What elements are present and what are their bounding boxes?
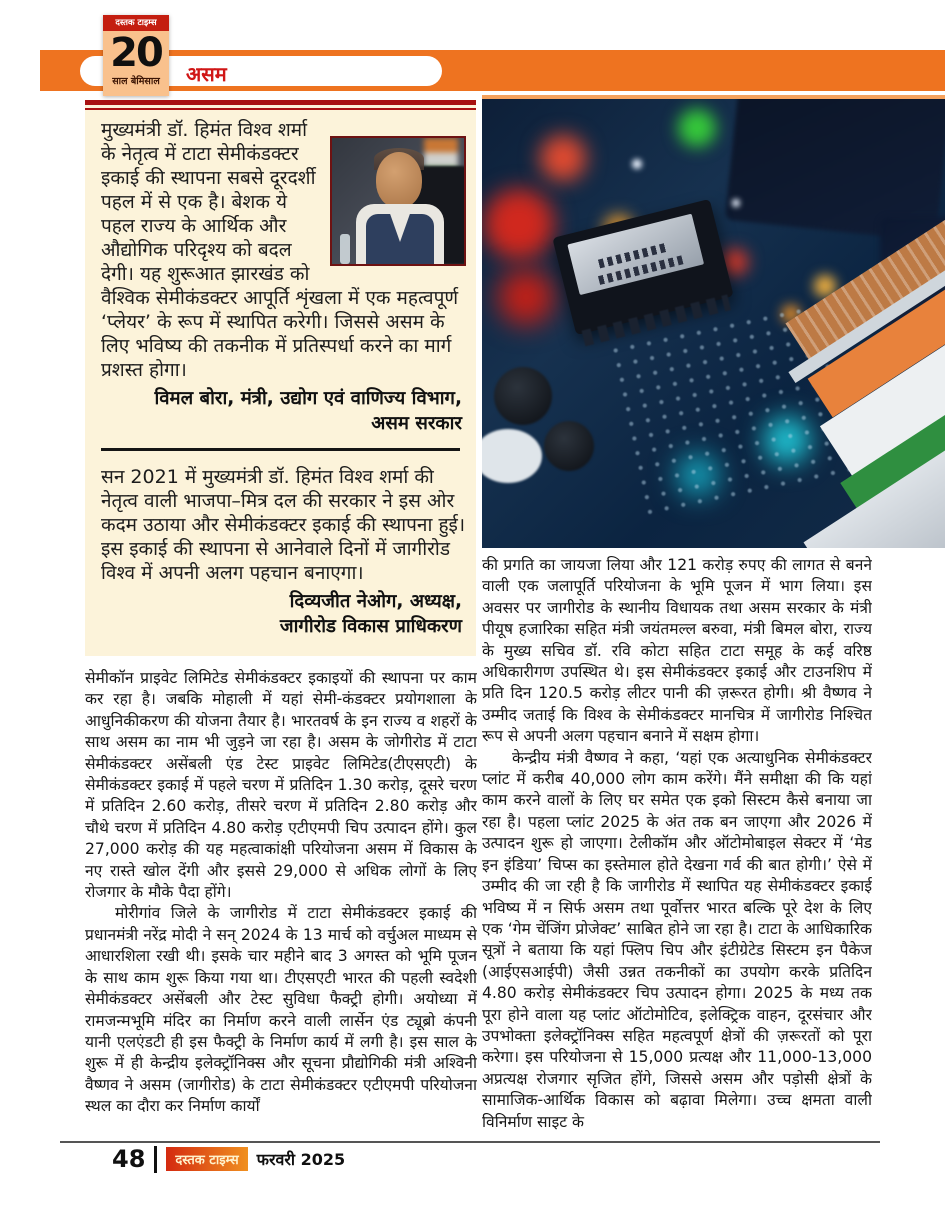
article-paragraph: की प्रगति का जायजा लिया और 121 करोड़ रुपए की लागत से बनने वाली एक जलापूर्ति परियोजना के भूमि पूजन में भाग लिया। इस अवसर पर जागीरोड के स्थानीय विधायक तथा असम सरकार के मंत्री पीयूष हजारिका सहित मंत्री जयंतमल्ल बरुवा, मंत्री बिमल बोरा, राज्य के मुख्य सचिव डॉ. रवि कोटा सहित टाटा समूह के कई वरिष्ठ अधिकारीगण उपस्थित थे। इस सेमीकंडक्टर इकाई और टाउनशिप में प्रति दिन 120.5 करोड़ लीटर पानी की ज़रूरत होगी। श्री वैष्णव ने उम्मीद जताई कि विश्व के सेमीकंडक्टर मानचित्र में जागीरोड निश्चित रूप से अपनी अलग पहचान बनाने में सक्षम होगा। <box>482 556 872 746</box>
quote2-text: सन 2021 में मुख्यमंत्री डॉ. हिमंत विश्व शर्मा की नेतृत्व वाली भाजपा–मित्र दल की सरकार ने इस ओर कदम उठाया और सेमीकंडक्टर इकाई की स्थापना हुई। इस इकाई की स्थापना से आनेवाले दिनों में जागीरोड विश्व में अपनी अलग पहचान बनाएगा। <box>101 466 466 584</box>
water-bottle-shape <box>340 234 350 264</box>
quote1-text: मुख्यमंत्री डॉ. हिमंत विश्व शर्मा के नेतृत्व में टाटा सेमीकंडक्टर इकाई की स्थापना सबसे दूरदर्शी पहल में से एक है। बेशक ये पहल राज्य के आर्थिक और औद्योगिक परिदृश्य को बदल देगी। यह शुरूआत झारखंड को वैश्विक सेमीकंडक्टर आपूर्ति शृंखला में एक महत्वपूर्ण ‘प्लेयर’ के रूप में स्थापित करेगी। जिससे असम के लिए भविष्य की तकनीक में प्रतिस्पर्धा करने का मार्ग प्रशस्त होगा। <box>101 119 459 381</box>
portrait-head <box>376 152 422 208</box>
article-paragraph: मोरीगांव जिले के जागीरोड में टाटा सेमीकंडक्टर इकाई की प्रधानमंत्री नरेंद्र मोदी ने सन् 2024 के 13 मार्च को वर्चुअल माध्यम से आधारशिला रखी थी। इसके चार महीने बाद 3 अगस्त को भूमि पूजन के साथ काम शुरू किया गया था। टीएसएटी भारत की पहली स्वदेशी सेमीकंडक्टर असेंबली और टेस्ट सुविधा फैक्ट्री होगी। अयोध्या में रामजन्मभूमि मंदिर का निर्माण करने वाली लार्सेन एंड ट्यूब्रो कंपनी यानी एलएंडटी ही इस फैक्ट्री के निर्माण कार्य में लगी है। इस साल के शुरू में ही केन्द्रीय इलेक्ट्रॉनिक्स और सूचना प्रौद्योगिकी मंत्री अश्विनी वैष्णव ने असम (जागीरोड) के टाटा सेमीकंडक्टर एटीएमपी परियोजना स्थल का दौरा कर निर्माण कार्यों <box>85 904 477 1116</box>
quote2-block <box>85 457 476 585</box>
bokeh-light <box>484 189 554 259</box>
quote2-attribution-line1: दिव्यजीत नेओग, अध्यक्ष, <box>289 591 462 612</box>
footer-rule <box>60 1141 880 1143</box>
quote1-block <box>85 110 476 382</box>
ic-chip-shape <box>552 199 733 335</box>
issue-date: फरवरी 2025 <box>256 1150 346 1169</box>
section-label: असम <box>186 62 227 86</box>
ic-chip-label <box>567 214 704 295</box>
circuit-board-india-flag-image <box>482 99 945 548</box>
article-left-column <box>85 668 477 1138</box>
bokeh-light <box>678 109 716 147</box>
bokeh-light <box>632 159 642 169</box>
quote2-attribution <box>85 585 476 639</box>
page-number: 48 <box>112 1145 146 1173</box>
bokeh-light <box>540 135 586 181</box>
bokeh-light <box>732 199 740 207</box>
article-paragraph: केन्द्रीय मंत्री वैष्णव ने कहा, ‘यहां एक अत्याधुनिक सेमीकंडक्टर प्लांट में करीब 40,000 लोग काम करेंगे। मैंने समीक्षा की कि यहां काम करने वालों के लिए घर समेत एक इको सिस्टम कैसे बनाया जा रहा है। पहला प्लांट 2025 के अंत तक बन जाएगा और 2026 में उत्पादन शुरू हो जाएगा। टेलीकॉम और ऑटोमोबाइल सेक्टर में ‘मेड इन इंडिया’ चिप्स का इस्तेमाल होते देखना गर्व की बात होगी।’ ऐसे में उम्मीद की जा रही है कि जागीरोड में स्थापित यह सेमीकंडक्टर इकाई भविष्य में न सिर्फ असम तथा पूर्वोत्तर भारत बल्कि पूरे देश के लिए एक ‘गेम चेंजिंग प्रोजेक्ट’ साबित होने जा रहा है। टाटा के आधिकारिक सूत्रों ने बताया कि यहां फ्लिप चिप और इंटीग्रेटेड सिस्टम इन पैकेज (आईएसआईपी) जैसी उन्नत तकनीकों का उपयोग करके प्रतिदिन 4.80 करोड़ सेमीकंडक्टर चिप उत्पादन होगा। 2025 के मध्य तक पूरा होने वाला यह प्लांट ऑटोमोटिव, इलेक्ट्रिक वाहन, दूरसंचार और उपभोक्ता इलेक्ट्रॉनिक्स सहित महत्वपूर्ण क्षेत्रों की ज़रूरतों को पूरा करेगा। इस परियोजना से 15,000 प्रत्यक्ष और 11,000-13,000 अप्रत्यक्ष रोजगार सृजित होंगे, जिससे असम और पड़ोसी क्षेत्रों के सामाजिक-आर्थिक विकास को बढ़ावा मिलेगा। उच्च क्षमता वाली विनिर्माण साइट के <box>482 748 872 1131</box>
capacitor-shape <box>494 367 552 425</box>
article-right-column <box>482 555 872 1137</box>
black-divider-rule <box>101 448 460 451</box>
masthead-banner: दस्तक टाइम्स <box>103 15 169 31</box>
capacitor-shape <box>544 421 594 471</box>
masthead-number: 20 <box>110 30 162 76</box>
quote1-attribution <box>85 382 476 436</box>
quote1-attribution-line1: विमल बोरा, मंत्री, उद्योग एवं वाणिज्य विभाग, <box>154 388 462 409</box>
quote2-attribution-line2: जागीरोड विकास प्राधिकरण <box>279 616 462 637</box>
bokeh-light <box>498 269 554 325</box>
red-rule <box>85 100 476 105</box>
page-footer <box>112 1145 345 1173</box>
minister-portrait-photo <box>330 136 466 266</box>
quote1-attribution-line2: असम सरकार <box>371 413 462 434</box>
footer-magazine-logo: दस्तक टाइम्स <box>166 1147 247 1171</box>
capacitor-shape <box>482 429 542 483</box>
article-paragraph: सेमीकॉन प्राइवेट लिमिटेड सेमीकंडक्टर इकाइयों की स्थापना पर काम कर रहा है। जबकि मोहाली में यहां सेमी-कंडक्टर प्रयोगशाला के आधुनिकीकरण की योजना तैयार है। भारतवर्ष के इन राज्य व शहरों के साथ असम का नाम भी जुड़ने जा रहा है। असम के जोगीरोड में टाटा सेमीकंडक्टर असेंबली एंड टेस्ट प्राइवेट लिमिटेड(टीएसएटी) के सेमीकंडक्टर इकाई में पहले चरण में प्रतिदिन 1.30 करोड़, दूसरे चरण में प्रतिदिन 2.60 करोड़, तीसरे चरण में प्रतिदिन 2.80 करोड़ और चौथे चरण में प्रतिदिन 4.80 करोड़ एटीएमपी चिप उत्पादन होंगे। कुल 27,000 करोड़ की यह महत्वाकांक्षी परियोजना असम में विकास के नए रास्ते खोल देंगी और इससे 29,000 से अधिक लोगों के लिए रोजगार के मौके पैदा होंगे। <box>85 669 477 902</box>
magazine-masthead-logo <box>103 15 169 96</box>
masthead-tagline: साल बेमिसाल <box>112 76 160 87</box>
footer-divider <box>154 1146 157 1173</box>
pull-quote-box <box>85 100 476 656</box>
